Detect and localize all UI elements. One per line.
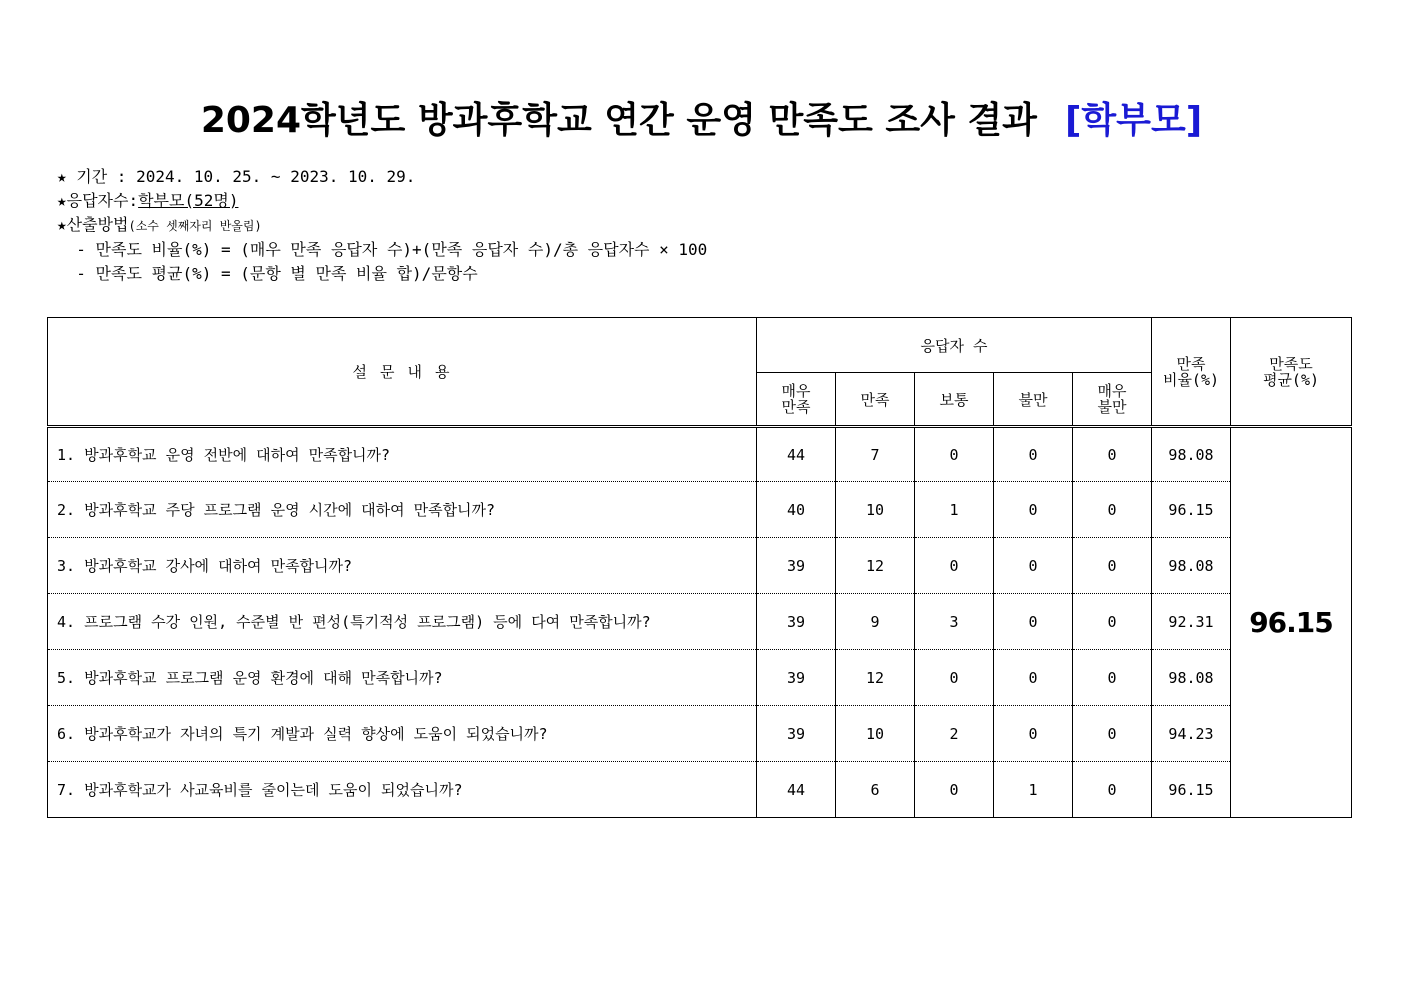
question-text: 2. 방과후학교 주당 프로그램 운영 시간에 대하여 만족합니까? bbox=[48, 482, 757, 538]
very-satisfied-count: 44 bbox=[757, 762, 836, 818]
question-text: 7. 방과후학교가 사교육비를 줄이는데 도움이 되었습니까? bbox=[48, 762, 757, 818]
header-very-satisfied: 매우 만족 bbox=[757, 373, 836, 427]
method-line bbox=[57, 213, 707, 238]
formula-average: - 만족도 평균(%) = (문항 별 만족 비율 합)/문항수 bbox=[57, 264, 478, 283]
neutral-count: 0 bbox=[915, 427, 994, 482]
dissatisfied-count: 0 bbox=[994, 594, 1073, 650]
method-note: (소수 셋째자리 반올림) bbox=[128, 219, 262, 233]
very-satisfied-count: 40 bbox=[757, 482, 836, 538]
header-very-dissatisfied: 매우 불만 bbox=[1073, 373, 1152, 427]
title-main: 2024학년도 방과후학교 연간 운영 만족도 조사 결과 bbox=[200, 100, 1037, 141]
table-row bbox=[48, 538, 1352, 594]
dissatisfied-count: 0 bbox=[994, 482, 1073, 538]
header-question: 설 문 내 용 bbox=[48, 318, 757, 427]
header-respondents: 응답자 수 bbox=[757, 318, 1152, 373]
satisfied-count: 7 bbox=[836, 427, 915, 482]
table-row bbox=[48, 594, 1352, 650]
very-dissatisfied-count: 0 bbox=[1073, 594, 1152, 650]
very-satisfied-count: 44 bbox=[757, 427, 836, 482]
neutral-count: 2 bbox=[915, 706, 994, 762]
page-title bbox=[0, 92, 1403, 143]
question-text: 5. 방과후학교 프로그램 운영 환경에 대해 만족합니까? bbox=[48, 650, 757, 706]
dissatisfied-count: 0 bbox=[994, 706, 1073, 762]
question-text: 4. 프로그램 수강 인원, 수준별 반 편성(특기적성 프로그램) 등에 다여 만족합니까? bbox=[48, 594, 757, 650]
neutral-count: 1 bbox=[915, 482, 994, 538]
satisfaction-average: 96.15 bbox=[1231, 427, 1352, 818]
table-row bbox=[48, 482, 1352, 538]
satisfaction-rate: 92.31 bbox=[1152, 594, 1231, 650]
survey-info bbox=[57, 165, 707, 286]
satisfaction-rate: 96.15 bbox=[1152, 762, 1231, 818]
satisfaction-rate: 96.15 bbox=[1152, 482, 1231, 538]
very-dissatisfied-count: 0 bbox=[1073, 706, 1152, 762]
neutral-count: 0 bbox=[915, 650, 994, 706]
satisfied-count: 10 bbox=[836, 706, 915, 762]
header-dissatisfied: 불만 bbox=[994, 373, 1073, 427]
dissatisfied-count: 0 bbox=[994, 538, 1073, 594]
satisfaction-rate: 94.23 bbox=[1152, 706, 1231, 762]
very-satisfied-count: 39 bbox=[757, 594, 836, 650]
table-row bbox=[48, 706, 1352, 762]
period-line: ★ 기간 : 2024. 10. 25. ~ 2023. 10. 29. bbox=[57, 167, 416, 186]
table-row bbox=[48, 762, 1352, 818]
respondents-line bbox=[57, 189, 707, 213]
header-rate: 만족 비율(%) bbox=[1152, 318, 1231, 427]
header-satisfied: 만족 bbox=[836, 373, 915, 427]
satisfied-count: 9 bbox=[836, 594, 915, 650]
satisfied-count: 12 bbox=[836, 650, 915, 706]
very-dissatisfied-count: 0 bbox=[1073, 482, 1152, 538]
survey-results-table bbox=[47, 317, 1352, 818]
header-average: 만족도 평균(%) bbox=[1231, 318, 1352, 427]
very-dissatisfied-count: 0 bbox=[1073, 538, 1152, 594]
satisfaction-rate: 98.08 bbox=[1152, 538, 1231, 594]
formula-rate: - 만족도 비율(%) = (매우 만족 응답자 수)+(만족 응답자 수)/총 응답자수 × 100 bbox=[57, 240, 708, 259]
very-satisfied-count: 39 bbox=[757, 538, 836, 594]
respondents-label: ★응답자수: bbox=[57, 191, 139, 210]
question-text: 3. 방과후학교 강사에 대하여 만족합니까? bbox=[48, 538, 757, 594]
very-dissatisfied-count: 0 bbox=[1073, 650, 1152, 706]
question-text: 6. 방과후학교가 자녀의 특기 계발과 실력 향상에 도움이 되었습니까? bbox=[48, 706, 757, 762]
very-satisfied-count: 39 bbox=[757, 650, 836, 706]
title-tag: [학부모] bbox=[1064, 100, 1203, 141]
method-label: ★산출방법 bbox=[57, 215, 129, 234]
dissatisfied-count: 0 bbox=[994, 650, 1073, 706]
neutral-count: 0 bbox=[915, 538, 994, 594]
dissatisfied-count: 0 bbox=[994, 427, 1073, 482]
table-row bbox=[48, 427, 1352, 482]
header-neutral: 보통 bbox=[915, 373, 994, 427]
dissatisfied-count: 1 bbox=[994, 762, 1073, 818]
satisfied-count: 12 bbox=[836, 538, 915, 594]
satisfied-count: 10 bbox=[836, 482, 915, 538]
very-dissatisfied-count: 0 bbox=[1073, 762, 1152, 818]
satisfaction-rate: 98.08 bbox=[1152, 650, 1231, 706]
very-satisfied-count: 39 bbox=[757, 706, 836, 762]
satisfaction-rate: 98.08 bbox=[1152, 427, 1231, 482]
table-row bbox=[48, 650, 1352, 706]
satisfied-count: 6 bbox=[836, 762, 915, 818]
very-dissatisfied-count: 0 bbox=[1073, 427, 1152, 482]
question-text: 1. 방과후학교 운영 전반에 대하여 만족합니까? bbox=[48, 427, 757, 482]
respondents-value: 학부모(52명) bbox=[138, 191, 239, 210]
neutral-count: 3 bbox=[915, 594, 994, 650]
neutral-count: 0 bbox=[915, 762, 994, 818]
